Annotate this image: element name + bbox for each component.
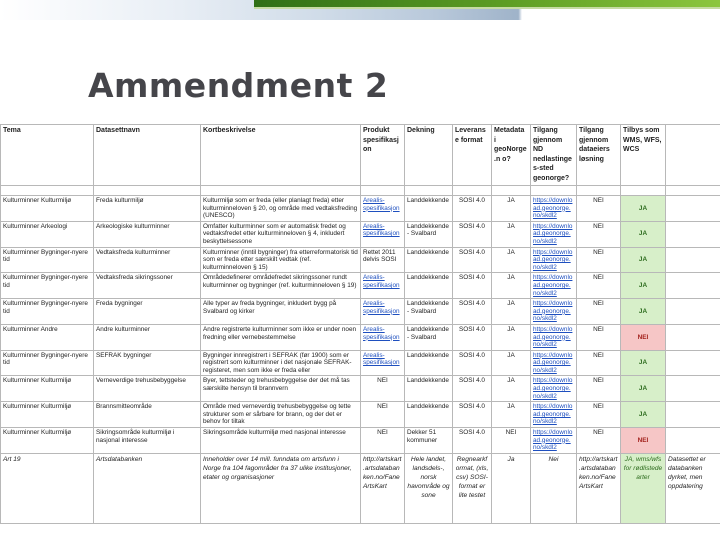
- cell-format: SOSI 4.0: [453, 196, 492, 222]
- cell-metadata: JA: [492, 324, 531, 350]
- cell-extra: [666, 247, 720, 273]
- header-tilgang-dataeier: Tilgang gjennom dataeiers løsning: [577, 125, 621, 186]
- cell-datasettnavn: Artsdatabanken: [94, 453, 201, 523]
- cell-produkt[interactable]: Arealis-spesifikasjon: [361, 196, 405, 222]
- cell-format: SOSI 4.0: [453, 299, 492, 325]
- cell-datasettnavn: Vedtaksfreda sikringssoner: [94, 273, 201, 299]
- header-band: [0, 0, 720, 20]
- cell-tilgang-dataeier: NEI: [577, 196, 621, 222]
- cell-produkt: Rettet 2011 delvis SOSI: [361, 247, 405, 273]
- cell-tema: Kulturminner Kulturmiljø: [1, 402, 94, 428]
- cell-extra: [666, 350, 720, 376]
- cell-produkt: NEI: [361, 376, 405, 402]
- cell-kortbeskrivelse: Område med verneverdig trehusbebyggelse og tette strukturer som er sårbare for brann, og der det er behov for tiltak: [201, 402, 361, 428]
- table-row: [1, 299, 720, 325]
- cell-tilgang-dataeier: NEI: [577, 273, 621, 299]
- table-row-spacer: [1, 186, 720, 196]
- header-tilbys-som: Tilbys som WMS, WFS, WCS: [621, 125, 666, 186]
- cell-tilgang-dataeier: NEI: [577, 376, 621, 402]
- cell-kortbeskrivelse: Omfatter kulturminner som er automatisk fredet og vedtaksfredet etter kulturminneloven § 4, inkludert beskyttelsessone: [201, 221, 361, 247]
- cell-status: JA: [621, 299, 666, 325]
- header-extra: [666, 125, 720, 186]
- cell-status: JA: [621, 350, 666, 376]
- cell-dekning: Landdekkende - Svalbard: [405, 324, 453, 350]
- cell-tilgang-nd[interactable]: https://download.geonorge.no/skdl2: [531, 402, 577, 428]
- cell-metadata: JA: [492, 196, 531, 222]
- cell-tema: Kulturminner Bygninger-nyere tid: [1, 247, 94, 273]
- cell-tilgang-nd[interactable]: https://download.geonorge.no/skdl2: [531, 324, 577, 350]
- cell-tema: Kulturminner Kulturmiljø: [1, 376, 94, 402]
- cell-tilgang-nd[interactable]: https://download.geonorge.no/skdl2: [531, 221, 577, 247]
- cell-metadata: JA: [492, 350, 531, 376]
- table-row: [1, 273, 720, 299]
- cell-metadata: JA: [492, 247, 531, 273]
- cell-metadata: NEI: [492, 428, 531, 454]
- cell-dekning: Landdekkende: [405, 376, 453, 402]
- cell-extra: [666, 299, 720, 325]
- cell-tilgang-dataeier: NEI: [577, 350, 621, 376]
- table-row: [1, 324, 720, 350]
- cell-extra: [666, 428, 720, 454]
- green-accent-line: [254, 7, 720, 9]
- cell-tilgang-nd[interactable]: https://download.geonorge.no/skdl2: [531, 428, 577, 454]
- cell-tilgang-nd[interactable]: https://download.geonorge.no/skdl2: [531, 247, 577, 273]
- cell-status: JA: [621, 247, 666, 273]
- header-dekning: Dekning: [405, 125, 453, 186]
- cell-format: SOSI 4.0: [453, 376, 492, 402]
- cell-datasettnavn: Andre kulturminner: [94, 324, 201, 350]
- table-header-row: [1, 125, 720, 186]
- table-row: [1, 402, 720, 428]
- cell-datasettnavn: Vedtaksfreda kulturminner: [94, 247, 201, 273]
- cell-dekning: Landdekkende: [405, 350, 453, 376]
- cell-datasettnavn: Verneverdige trehusbebyggelse: [94, 376, 201, 402]
- cell-datasettnavn: Freda bygninger: [94, 299, 201, 325]
- cell-datasettnavn: Arkeologiske kulturminner: [94, 221, 201, 247]
- cell-extra: [666, 221, 720, 247]
- cell-produkt[interactable]: Arealis-spesifikasjon: [361, 299, 405, 325]
- cell-status: JA: [621, 196, 666, 222]
- cell-status: JA: [621, 221, 666, 247]
- cell-tilgang-dataeier: NEI: [577, 402, 621, 428]
- cell-metadata: JA: [492, 376, 531, 402]
- cell-tilgang-dataeier[interactable]: http://artskart.artsdatabanken.no/FaneArtsKart: [577, 453, 621, 523]
- cell-datasettnavn: Sikringsområde kulturmiljø i nasjonal interesse: [94, 428, 201, 454]
- cell-format: SOSI 4.0: [453, 221, 492, 247]
- dataset-table: [0, 124, 720, 524]
- table-row: [1, 247, 720, 273]
- cell-tema: Kulturminner Bygninger-nyere tid: [1, 273, 94, 299]
- cell-dekning: Hele landet, landsdels-, norsk havområde og sone: [405, 453, 453, 523]
- cell-tilgang-nd[interactable]: https://download.geonorge.no/skdl2: [531, 376, 577, 402]
- cell-metadata: JA: [492, 299, 531, 325]
- cell-kortbeskrivelse: Kulturmiljø som er freda (eller planlagt freda) etter kulturminneloven § 20, og område med vedtaksfreding (UNESCO): [201, 196, 361, 222]
- cell-kortbeskrivelse: Byer, tettsteder og trehusbebyggelse der det må tas særskilte hensyn til brannvern: [201, 376, 361, 402]
- cell-status: JA: [621, 376, 666, 402]
- cell-tilgang-dataeier: NEI: [577, 221, 621, 247]
- cell-extra: Datasettet er databanken dyrket, men oppdatering: [666, 453, 720, 523]
- cell-datasettnavn: SEFRAK bygninger: [94, 350, 201, 376]
- cell-tilgang-dataeier: NEI: [577, 299, 621, 325]
- header-datasettnavn: Datasettnavn: [94, 125, 201, 186]
- cell-tilgang-dataeier: NEI: [577, 247, 621, 273]
- green-accent-bar: [254, 0, 720, 7]
- cell-tilgang-nd[interactable]: https://download.geonorge.no/skdl2: [531, 299, 577, 325]
- cell-kortbeskrivelse: Kulturminner (inntil bygninger) fra etterreformatorisk tid som er freda etter særskilt vedtak (ref. kulturminneloven § 15): [201, 247, 361, 273]
- cell-metadata: JA: [492, 402, 531, 428]
- cell-dekning: Landdekkende - Svalbard: [405, 299, 453, 325]
- cell-format: SOSI 4.0: [453, 350, 492, 376]
- cell-tilgang-dataeier: NEI: [577, 428, 621, 454]
- cell-dekning: Landdekkende: [405, 402, 453, 428]
- cell-datasettnavn: Freda kulturmiljø: [94, 196, 201, 222]
- cell-format: SOSI 4.0: [453, 324, 492, 350]
- cell-tilgang-nd[interactable]: https://download.geonorge.no/skdl2: [531, 196, 577, 222]
- cell-tilgang-nd[interactable]: https://download.geonorge.no/skdl2: [531, 350, 577, 376]
- cell-kortbeskrivelse: Sikringsområde kulturmiljø med nasjonal interesse: [201, 428, 361, 454]
- cell-tema: Art 19: [1, 453, 94, 523]
- cell-status: JA, wms/wfs for rødlistede arter: [621, 453, 666, 523]
- cell-produkt[interactable]: Arealis-spesifikasjon: [361, 273, 405, 299]
- table-row: [1, 196, 720, 222]
- cell-status: NEI: [621, 324, 666, 350]
- cell-tilgang-dataeier: NEI: [577, 324, 621, 350]
- cell-tema: Kulturminner Kulturmiljø: [1, 428, 94, 454]
- cell-produkt[interactable]: Arealis-spesifikasjon: [361, 221, 405, 247]
- table-row: [1, 428, 720, 454]
- cell-dekning: Landdekkende: [405, 196, 453, 222]
- cell-tema: Kulturminner Arkeologi: [1, 221, 94, 247]
- dataset-table-wrapper: [0, 124, 720, 540]
- cell-extra: [666, 196, 720, 222]
- table-row: [1, 376, 720, 402]
- cell-status: JA: [621, 273, 666, 299]
- cell-produkt[interactable]: Arealis-spesifikasjon: [361, 324, 405, 350]
- cell-dekning: Dekker 51 kommuner: [405, 428, 453, 454]
- header-tema: Tema: [1, 125, 94, 186]
- cell-extra: [666, 273, 720, 299]
- cell-kortbeskrivelse: Inneholder over 14 mill. funndata om artsfunn i Norge fra 104 fagområder fra 37 ulike institusjoner, etater og organisasjoner: [201, 453, 361, 523]
- header-kortbeskrivelse: Kortbeskrivelse: [201, 125, 361, 186]
- cell-format: Regnearkformat, (xls, csv) SOSI-format er lite testet: [453, 453, 492, 523]
- table-body: [1, 186, 720, 524]
- table-row-artsdatabanken: [1, 453, 720, 523]
- cell-format: SOSI 4.0: [453, 273, 492, 299]
- cell-tilgang-nd[interactable]: https://download.geonorge.no/skdl2: [531, 273, 577, 299]
- cell-extra: [666, 402, 720, 428]
- header-metadata: Metadata i geoNorge.n o?: [492, 125, 531, 186]
- cell-dekning: Landdekkende: [405, 273, 453, 299]
- header-leveranseformat: Leveranse format: [453, 125, 492, 186]
- header-produktspesifikasjon: Produkt spesifikasjon: [361, 125, 405, 186]
- cell-status: NEI: [621, 428, 666, 454]
- cell-format: SOSI 4.0: [453, 247, 492, 273]
- cell-tema: Kulturminner Kulturmiljø: [1, 196, 94, 222]
- cell-metadata: Ja: [492, 453, 531, 523]
- cell-dekning: Landdekkende: [405, 247, 453, 273]
- cell-extra: [666, 324, 720, 350]
- cell-dekning: Landdekkende - Svalbard: [405, 221, 453, 247]
- cell-produkt[interactable]: Arealis-spesifikasjon: [361, 350, 405, 376]
- table-row: [1, 350, 720, 376]
- cell-metadata: JA: [492, 221, 531, 247]
- cell-metadata: JA: [492, 273, 531, 299]
- slide-title: Ammendment 2: [88, 66, 389, 105]
- cell-format: SOSI 4.0: [453, 402, 492, 428]
- cell-tema: Kulturminner Andre: [1, 324, 94, 350]
- header-tilgang-nd: Tilgang gjennom ND nedlastinges-sted geonorge?: [531, 125, 577, 186]
- cell-kortbeskrivelse: Andre registrerte kulturminner som ikke er under noen fredning eller vernebestemmelse: [201, 324, 361, 350]
- cell-produkt: NEI: [361, 428, 405, 454]
- cell-kortbeskrivelse: Bygninger innregistrert i SEFRAK (før 1900) som er registrert som kulturminner i det nasjonale SEFRAK-registeret, men som ikke er freda eller: [201, 350, 361, 376]
- cell-status: JA: [621, 402, 666, 428]
- cell-tema: Kulturminner Bygninger-nyere tid: [1, 299, 94, 325]
- cell-kortbeskrivelse: Områdedefinerer områdefredet sikringssoner rundt kulturminner og bygninger (ref. kulturminneloven § 19): [201, 273, 361, 299]
- cell-datasettnavn: Brannsmitteområde: [94, 402, 201, 428]
- cell-kortbeskrivelse: Alle typer av freda bygninger, inkludert bygg på Svalbard og kirker: [201, 299, 361, 325]
- cell-format: SOSI 4.0: [453, 428, 492, 454]
- cell-extra: [666, 376, 720, 402]
- cell-tilgang-nd: Nei: [531, 453, 577, 523]
- cell-produkt[interactable]: http://artskart.artsdatabanken.no/FaneArtsKart: [361, 453, 405, 523]
- table-row: [1, 221, 720, 247]
- cell-produkt: NEI: [361, 402, 405, 428]
- cell-tema: Kulturminner Bygninger-nyere tid: [1, 350, 94, 376]
